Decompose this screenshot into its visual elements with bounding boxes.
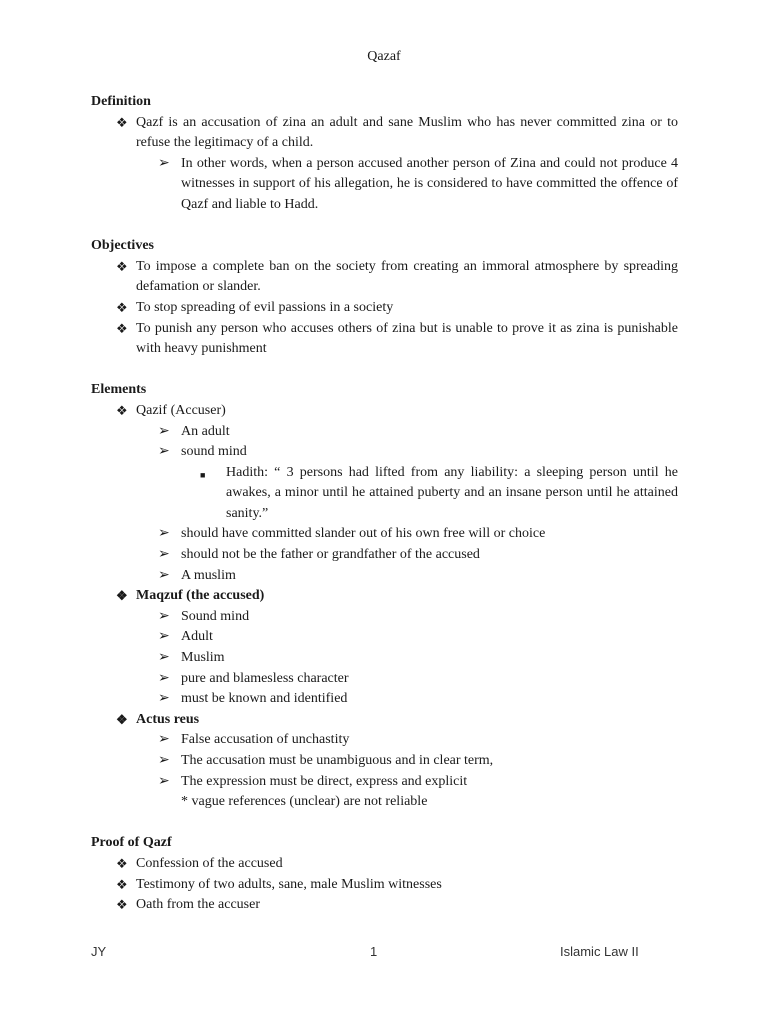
definition-subtext: In other words, when a person accused another person of Zina and could not produce 4 witnesses in support of his allegation, he is considered to have committed the offence of Qazf and liable to Hadd. (181, 155, 678, 212)
elements-heading: Elements (91, 382, 147, 398)
maqzuf-subitem (158, 669, 678, 690)
proof-text: Confession of the accused (136, 855, 283, 871)
qazif-item (116, 401, 678, 422)
actus-reus-subtext: False accusation of unchastity (181, 732, 350, 748)
qazif-subitem (158, 566, 678, 587)
objective-item (116, 257, 678, 298)
actus-reus-label: Actus reus (136, 711, 200, 727)
qazif-subtext: should have committed slander out of his own free will or choice (181, 526, 546, 542)
objective-text: To stop spreading of evil passions in a society (136, 299, 394, 315)
maqzuf-subitem (158, 627, 678, 648)
square-bullet-icon: ■ (200, 469, 206, 480)
proof-item (116, 875, 678, 896)
arrow-bullet-icon: ➢ (158, 670, 170, 686)
proof-text: Oath from the accuser (136, 897, 260, 913)
page-footer (0, 944, 768, 964)
definition-text: Qazf is an accusation of zina an adult and sane Muslim who has never committed zina or to refuse the legitimacy of a child. (136, 114, 678, 151)
diamond-bullet-icon: ❖ (116, 897, 128, 913)
actus-reus-subitem (158, 730, 678, 751)
diamond-bullet-icon: ❖ (116, 402, 128, 418)
actus-reus-item (116, 710, 678, 731)
maqzuf-subtext: Adult (181, 629, 213, 645)
maqzuf-label: Maqzuf (the accused) (136, 588, 265, 604)
actus-reus-subitem (158, 751, 678, 772)
maqzuf-subitem (158, 689, 678, 710)
qazif-subitem (158, 422, 678, 443)
maqzuf-subitem (158, 648, 678, 669)
arrow-bullet-icon: ➢ (158, 444, 170, 460)
diamond-bullet-icon: ❖ (116, 876, 128, 892)
maqzuf-subitem (158, 607, 678, 628)
objective-item (116, 319, 678, 360)
qazif-subitem (158, 524, 678, 545)
diamond-bullet-icon: ❖ (116, 588, 128, 604)
qazif-subtext: A muslim (181, 567, 236, 583)
footer-author: JY (91, 944, 107, 959)
arrow-bullet-icon: ➢ (158, 547, 170, 563)
arrow-bullet-icon: ➢ (158, 753, 170, 768)
qazif-label: Qazif (Accuser) (136, 402, 226, 418)
diamond-bullet-icon: ❖ (116, 114, 128, 130)
arrow-bullet-icon: ➢ (158, 423, 170, 439)
proof-item (116, 854, 678, 875)
proof-item (116, 895, 678, 916)
diamond-bullet-icon: ❖ (116, 258, 128, 274)
proof-text: Testimony of two adults, sane, male Muslim witnesses (136, 876, 442, 892)
arrow-bullet-icon: ➢ (158, 526, 170, 542)
objective-text: To punish any person who accuses others of zina but is unable to prove it as zina is punishable with heavy punishment (136, 320, 678, 357)
arrow-bullet-icon: ➢ (158, 629, 170, 645)
footer-page-number: 1 (370, 944, 378, 959)
definition-heading: Definition (91, 94, 151, 109)
footer-course: Islamic Law II (560, 944, 639, 959)
arrow-bullet-icon: ➢ (158, 732, 170, 748)
qazif-subtext: sound mind (181, 444, 247, 460)
arrow-bullet-icon: ➢ (158, 155, 170, 171)
diamond-bullet-icon: ❖ (116, 299, 128, 315)
definition-subitem (158, 154, 678, 216)
actus-reus-subtext: The expression must be direct, express and explicit (181, 773, 468, 789)
arrow-bullet-icon: ➢ (158, 773, 170, 789)
maqzuf-subtext: Sound mind (181, 608, 250, 624)
diamond-bullet-icon: ❖ (116, 855, 128, 871)
arrow-bullet-icon: ➢ (158, 608, 170, 624)
proof-heading: Proof of Qazf (91, 835, 172, 851)
diamond-bullet-icon: ❖ (116, 320, 128, 336)
arrow-bullet-icon: ➢ (158, 691, 170, 707)
document-body (0, 92, 768, 916)
objective-item (116, 298, 678, 319)
qazif-subitem (158, 545, 678, 566)
objectives-heading: Objectives (91, 238, 154, 254)
qazif-subitem (158, 442, 678, 463)
qazif-subtext: An adult (181, 423, 230, 439)
maqzuf-subtext: must be known and identified (181, 691, 348, 707)
actus-reus-subitem (158, 772, 678, 793)
arrow-bullet-icon: ➢ (158, 650, 170, 666)
diamond-bullet-icon: ❖ (116, 711, 128, 727)
definition-item (116, 113, 678, 154)
hadith-text: Hadith: “ 3 persons had lifted from any liability: a sleeping person until he awakes, a minor until he attained puberty and an insane person until he attained sanity.” (226, 464, 678, 521)
arrow-bullet-icon: ➢ (158, 567, 170, 583)
objective-text: To impose a complete ban on the society from creating an immoral atmosphere by spreading defamation or slander. (136, 258, 678, 295)
page-title: Qazaf (367, 49, 401, 64)
actus-reus-note: * vague references (unclear) are not reliable (181, 794, 428, 810)
hadith-item (200, 463, 678, 525)
actus-reus-subtext: The accusation must be unambiguous and in clear term, (181, 753, 494, 768)
maqzuf-subtext: Muslim (181, 650, 225, 666)
maqzuf-subtext: pure and blamesless character (181, 670, 349, 686)
qazif-subtext: should not be the father or grandfather of the accused (181, 547, 480, 563)
maqzuf-item (116, 586, 678, 607)
